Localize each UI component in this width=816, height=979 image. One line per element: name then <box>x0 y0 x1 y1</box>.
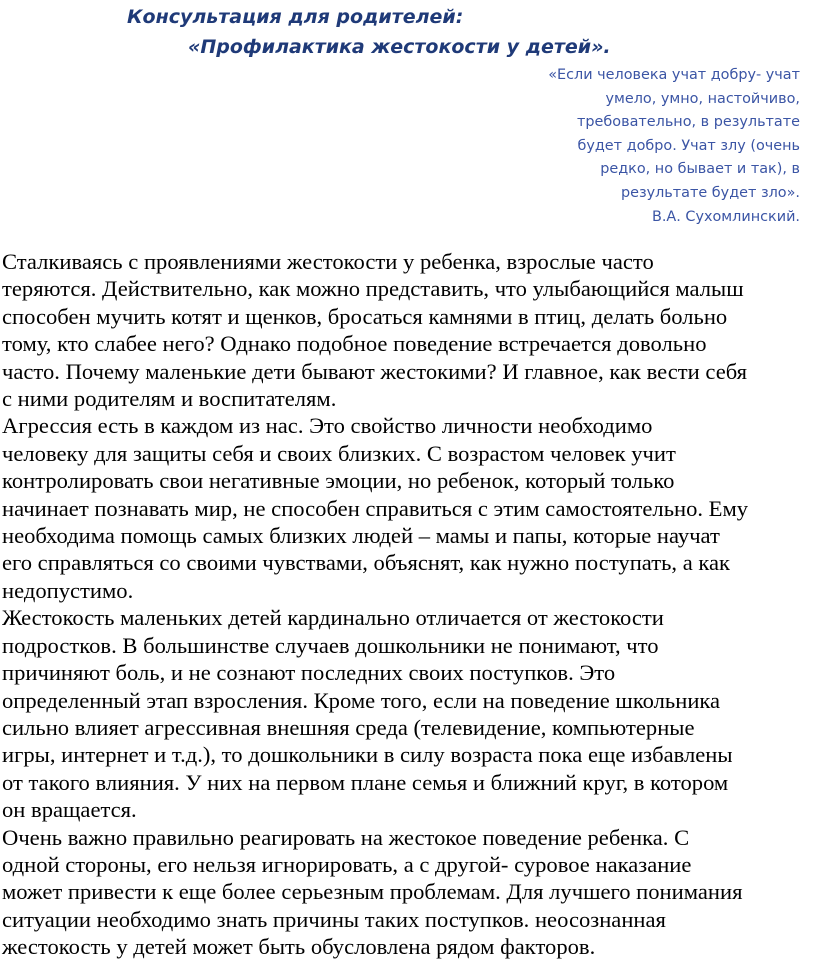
body-line: тому, кто слабее него? Однако подобное поведение встречается довольно <box>2 331 707 357</box>
body-text <box>2 248 814 961</box>
epigraph-quote <box>480 64 800 229</box>
body-line: его справляться со своими чувствами, объяснят, как нужно поступать, а как <box>2 550 731 576</box>
body-line: Сталкиваясь с проявлениями жестокости у ребенка, взрослые часто <box>2 249 654 274</box>
epigraph-line: умело, умно, настойчиво, <box>605 90 800 107</box>
body-line: часто. Почему маленькие дети бывают жестокими? И главное, как вести себя <box>2 358 748 384</box>
body-line: он вращается. <box>2 797 137 823</box>
body-line: жестокость у детей может быть обусловлена рядом факторов. <box>2 934 596 960</box>
epigraph-line: будет добро. Учат злу (очень <box>577 137 800 154</box>
body-line: недопустимо. <box>2 577 134 603</box>
title-line-2: «Профилактика жестокости у детей». <box>188 36 611 58</box>
body-line: подростков. В большинстве случаев дошкольники не понимают, что <box>2 632 659 658</box>
body-line: контролировать свои негативные эмоции, но ребенок, который только <box>2 468 675 494</box>
epigraph-line: редко, но бывает и так), в <box>600 161 800 178</box>
body-line: может привести к еще более серьезным проблемам. Для лучшего понимания <box>2 879 743 905</box>
body-line: ситуации необходимо знать причины таких поступков. неосознанная <box>2 906 666 932</box>
title-line-1: Консультация для родителей: <box>127 6 464 28</box>
body-line: сильно влияет агрессивная внешняя среда (телевидение, компьютерные <box>2 714 695 740</box>
body-line: определенный этап взросления. Кроме того, если на поведение школьника <box>2 687 721 713</box>
body-line: человеку для защиты себя и своих близких. С возрастом человек учит <box>2 440 676 466</box>
body-line: начинает познавать мир, не способен справиться с этим самостоятельно. Ему <box>2 495 749 521</box>
epigraph-line: результате будет зло». <box>620 184 800 201</box>
body-line: Агрессия есть в каждом из нас. Это свойство личности необходимо <box>2 413 653 439</box>
epigraph-line: «Если человека учат добру- учат <box>548 67 800 83</box>
body-line: теряются. Действительно, как можно представить, что улыбающийся малыш <box>2 276 744 302</box>
body-line: необходима помощь самых близких людей – мамы и папы, которые научат <box>2 523 720 549</box>
body-line: от такого влияния. У них на первом плане семья и ближний круг, в котором <box>2 769 729 795</box>
epigraph-line: требовательно, в результате <box>577 114 800 131</box>
body-line: игры, интернет и т.д.), то дошкольники в силу возраста пока еще избавлены <box>2 742 733 768</box>
body-line: одной стороны, его нельзя игнорировать, а с другой- суровое наказание <box>2 851 692 877</box>
body-line: Жестокость маленьких детей кардинально отличается от жестокости <box>2 605 664 631</box>
epigraph-author: В.А. Сухомлинский. <box>651 208 800 225</box>
body-line: причиняют боль, и не сознают последних своих поступков. Это <box>2 660 616 686</box>
body-line: способен мучить котят и щенков, бросаться камнями в птиц, делать больно <box>2 303 728 329</box>
body-line: Очень важно правильно реагировать на жестокое поведение ребенка. С <box>2 824 690 850</box>
body-line: с ними родителям и воспитателям. <box>2 386 337 412</box>
